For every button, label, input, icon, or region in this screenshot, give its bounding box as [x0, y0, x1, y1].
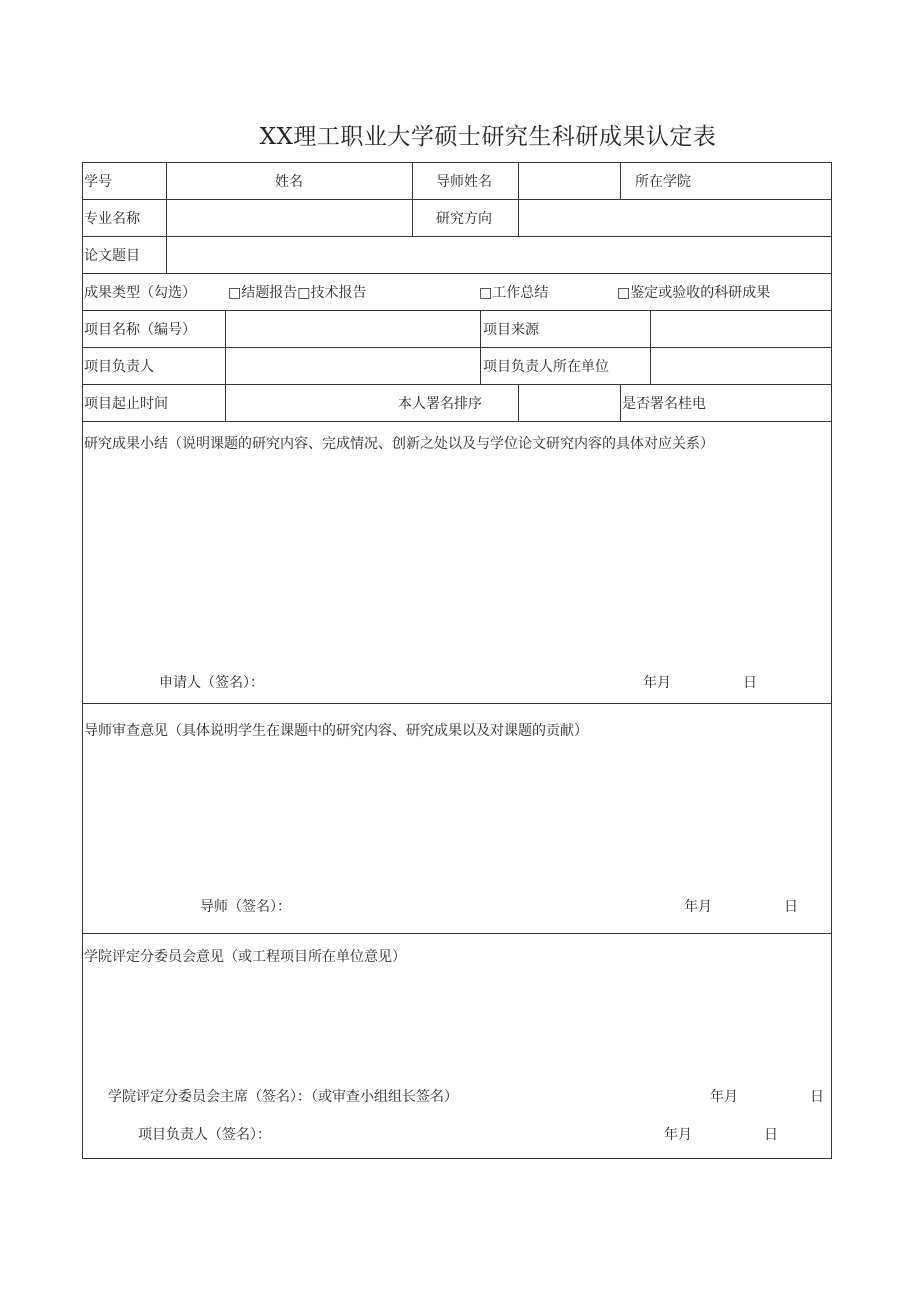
- college-label: 所在学院: [635, 174, 691, 190]
- committee-opinion-field[interactable]: [82, 970, 831, 1075]
- name-label: 姓名: [275, 174, 303, 190]
- author-rank-field[interactable]: [518, 384, 620, 421]
- chair-month-label: 年月: [710, 1089, 738, 1105]
- project-leader-label: 项目负责人: [84, 359, 154, 375]
- thesis-title-label: 论文题目: [84, 248, 140, 264]
- research-summary-heading: 研究成果小结（说明课题的研究内容、完成情况、创新之处以及与学位论文研究内容的具体对应关系）: [84, 436, 714, 452]
- project-name-field[interactable]: [225, 310, 480, 347]
- result-type-option-report[interactable]: □结题报告□技术报告: [228, 285, 367, 301]
- research-direction-field[interactable]: [518, 199, 831, 236]
- committee-chair-signature-label: 学院评定分委员会主席（签名）：（或审查小组组长签名）: [108, 1089, 458, 1105]
- major-label: 专业名称: [84, 211, 140, 227]
- table-rule: [82, 421, 832, 422]
- student-id-label: 学号: [84, 174, 112, 190]
- applicant-signature-label: 申请人（签名）：: [159, 675, 264, 691]
- project-name-label: 项目名称（编号）: [84, 322, 196, 338]
- leader-day-label: 日: [764, 1127, 778, 1143]
- project-period-label: 项目起止时间: [84, 396, 168, 412]
- advisor-name-label: 导师姓名: [436, 174, 492, 190]
- cell-divider: [412, 162, 413, 199]
- major-field[interactable]: [166, 199, 412, 236]
- table-border-right: [831, 162, 832, 1159]
- table-border-top: [82, 162, 832, 163]
- advisor-name-field[interactable]: [518, 162, 620, 199]
- signed-affiliation-label: 是否署名桂电: [622, 396, 706, 412]
- leader-unit-field[interactable]: [650, 347, 831, 384]
- table-border-bottom: [82, 1158, 832, 1159]
- table-rule: [82, 933, 832, 934]
- research-direction-label: 研究方向: [436, 211, 492, 227]
- result-type-label: 成果类型（勾选）: [84, 285, 196, 301]
- advisor-review-heading: 导师审查意见（具体说明学生在课题中的研究内容、研究成果以及对课题的贡献）: [84, 723, 588, 739]
- advisor-review-field[interactable]: [82, 744, 831, 889]
- result-type-option-appraised-result[interactable]: □鉴定或验收的科研成果: [617, 285, 771, 301]
- thesis-title-field[interactable]: [166, 236, 831, 273]
- summary-month-label: 年月: [643, 675, 671, 691]
- table-rule: [82, 384, 832, 385]
- result-type-option-work-summary[interactable]: □工作总结: [479, 285, 549, 301]
- project-leader-signature-label: 项目负责人（签名）：: [138, 1127, 271, 1143]
- committee-opinion-heading: 学院评定分委员会意见（或工程项目所在单位意见）: [84, 949, 406, 965]
- summary-day-label: 日: [743, 675, 757, 691]
- project-leader-field[interactable]: [225, 347, 480, 384]
- cell-divider: [412, 199, 413, 236]
- cell-divider: [620, 162, 621, 199]
- advisor-month-label: 年月: [684, 899, 712, 915]
- chair-day-label: 日: [810, 1089, 824, 1105]
- leader-month-label: 年月: [664, 1127, 692, 1143]
- cell-divider: [166, 162, 167, 199]
- form-table: [82, 162, 832, 1159]
- table-rule: [82, 703, 832, 704]
- cell-divider: [480, 310, 481, 384]
- project-source-field[interactable]: [650, 310, 831, 347]
- form-title: XX理工职业大学硕士研究生科研成果认定表: [259, 124, 717, 150]
- research-summary-field[interactable]: [82, 457, 831, 662]
- advisor-signature-label: 导师（签名）：: [200, 899, 291, 915]
- author-rank-label: 本人署名排序: [398, 396, 482, 412]
- table-rule: [82, 273, 832, 274]
- cell-divider: [620, 384, 621, 421]
- project-source-label: 项目来源: [483, 322, 539, 338]
- cell-divider: [225, 384, 226, 421]
- advisor-day-label: 日: [784, 899, 798, 915]
- leader-unit-label: 项目负责人所在单位: [483, 359, 609, 375]
